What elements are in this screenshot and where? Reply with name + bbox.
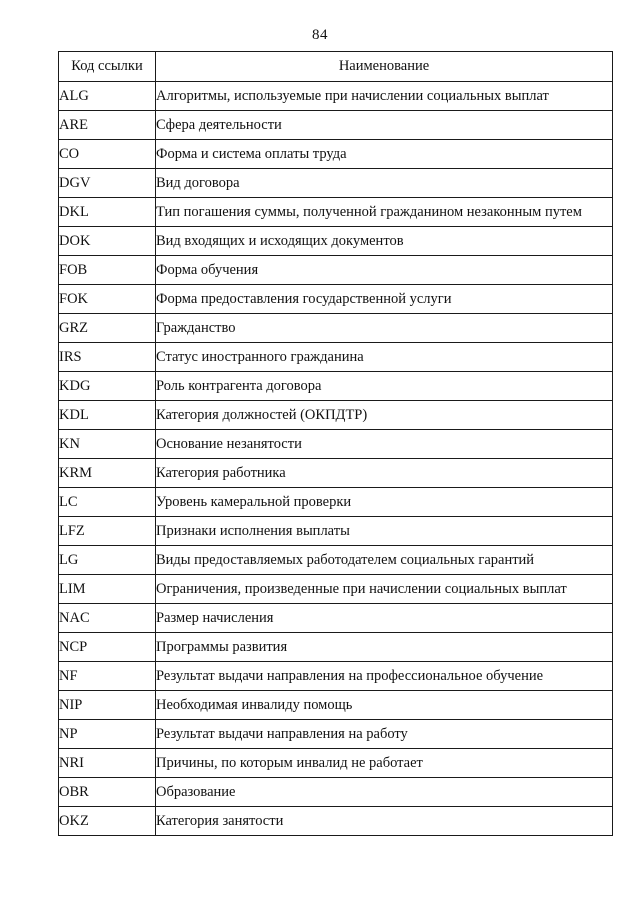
code-cell: ALG	[59, 82, 156, 111]
table-row	[59, 517, 613, 546]
code-cell: OBR	[59, 778, 156, 807]
code-cell: FOK	[59, 285, 156, 314]
table-row	[59, 140, 613, 169]
table-row	[59, 633, 613, 662]
table-row	[59, 720, 613, 749]
table-row	[59, 227, 613, 256]
code-cell: NAC	[59, 604, 156, 633]
name-cell: Гражданство	[156, 314, 613, 343]
name-cell: Вид входящих и исходящих документов	[156, 227, 613, 256]
code-cell: LIM	[59, 575, 156, 604]
code-cell: IRS	[59, 343, 156, 372]
name-cell: Уровень камеральной проверки	[156, 488, 613, 517]
name-cell: Причины, по которым инвалид не работает	[156, 749, 613, 778]
code-cell: LFZ	[59, 517, 156, 546]
code-cell: KDG	[59, 372, 156, 401]
name-cell: Образование	[156, 778, 613, 807]
table-row	[59, 807, 613, 836]
name-cell: Виды предоставляемых работодателем социальных гарантий	[156, 546, 613, 575]
name-cell: Форма и система оплаты труда	[156, 140, 613, 169]
name-cell: Тип погашения суммы, полученной гражданином незаконным путем	[156, 198, 613, 227]
table-row	[59, 314, 613, 343]
code-cell: ARE	[59, 111, 156, 140]
code-cell: DKL	[59, 198, 156, 227]
code-cell: LC	[59, 488, 156, 517]
code-cell: OKZ	[59, 807, 156, 836]
name-cell: Основание незанятости	[156, 430, 613, 459]
header-code: Код ссылки	[59, 52, 156, 82]
code-cell: LG	[59, 546, 156, 575]
page-number: 84	[312, 27, 328, 43]
table-row	[59, 401, 613, 430]
name-cell: Категория работника	[156, 459, 613, 488]
name-cell: Результат выдачи направления на профессиональное обучение	[156, 662, 613, 691]
table-row	[59, 575, 613, 604]
table-header-row	[59, 52, 613, 82]
table-row	[59, 488, 613, 517]
name-cell: Категория должностей (ОКПДТР)	[156, 401, 613, 430]
name-cell: Статус иностранного гражданина	[156, 343, 613, 372]
table-row	[59, 546, 613, 575]
code-cell: DOK	[59, 227, 156, 256]
table-row	[59, 430, 613, 459]
table-row	[59, 169, 613, 198]
code-cell: KN	[59, 430, 156, 459]
name-cell: Роль контрагента договора	[156, 372, 613, 401]
table-row	[59, 285, 613, 314]
table-row	[59, 343, 613, 372]
table-row	[59, 198, 613, 227]
name-cell: Алгоритмы, используемые при начислении социальных выплат	[156, 82, 613, 111]
code-cell: FOB	[59, 256, 156, 285]
code-cell: NRI	[59, 749, 156, 778]
table-row	[59, 691, 613, 720]
name-cell: Ограничения, произведенные при начислении социальных выплат	[156, 575, 613, 604]
table-row	[59, 111, 613, 140]
code-cell: KDL	[59, 401, 156, 430]
code-cell: KRM	[59, 459, 156, 488]
table-row	[59, 662, 613, 691]
table-row	[59, 749, 613, 778]
code-cell: NCP	[59, 633, 156, 662]
code-cell: GRZ	[59, 314, 156, 343]
code-cell: NIP	[59, 691, 156, 720]
name-cell: Размер начисления	[156, 604, 613, 633]
name-cell: Необходимая инвалиду помощь	[156, 691, 613, 720]
name-cell: Признаки исполнения выплаты	[156, 517, 613, 546]
code-cell: CO	[59, 140, 156, 169]
name-cell: Вид договора	[156, 169, 613, 198]
name-cell: Форма обучения	[156, 256, 613, 285]
header-name: Наименование	[156, 52, 613, 82]
name-cell: Категория занятости	[156, 807, 613, 836]
name-cell: Программы развития	[156, 633, 613, 662]
table-row	[59, 372, 613, 401]
reference-code-table	[58, 51, 613, 836]
table-row	[59, 256, 613, 285]
name-cell: Сфера деятельности	[156, 111, 613, 140]
name-cell: Форма предоставления государственной услуги	[156, 285, 613, 314]
table-row	[59, 604, 613, 633]
code-cell: NP	[59, 720, 156, 749]
table-row	[59, 778, 613, 807]
table-row	[59, 82, 613, 111]
name-cell: Результат выдачи направления на работу	[156, 720, 613, 749]
code-cell: DGV	[59, 169, 156, 198]
code-cell: NF	[59, 662, 156, 691]
table-row	[59, 459, 613, 488]
